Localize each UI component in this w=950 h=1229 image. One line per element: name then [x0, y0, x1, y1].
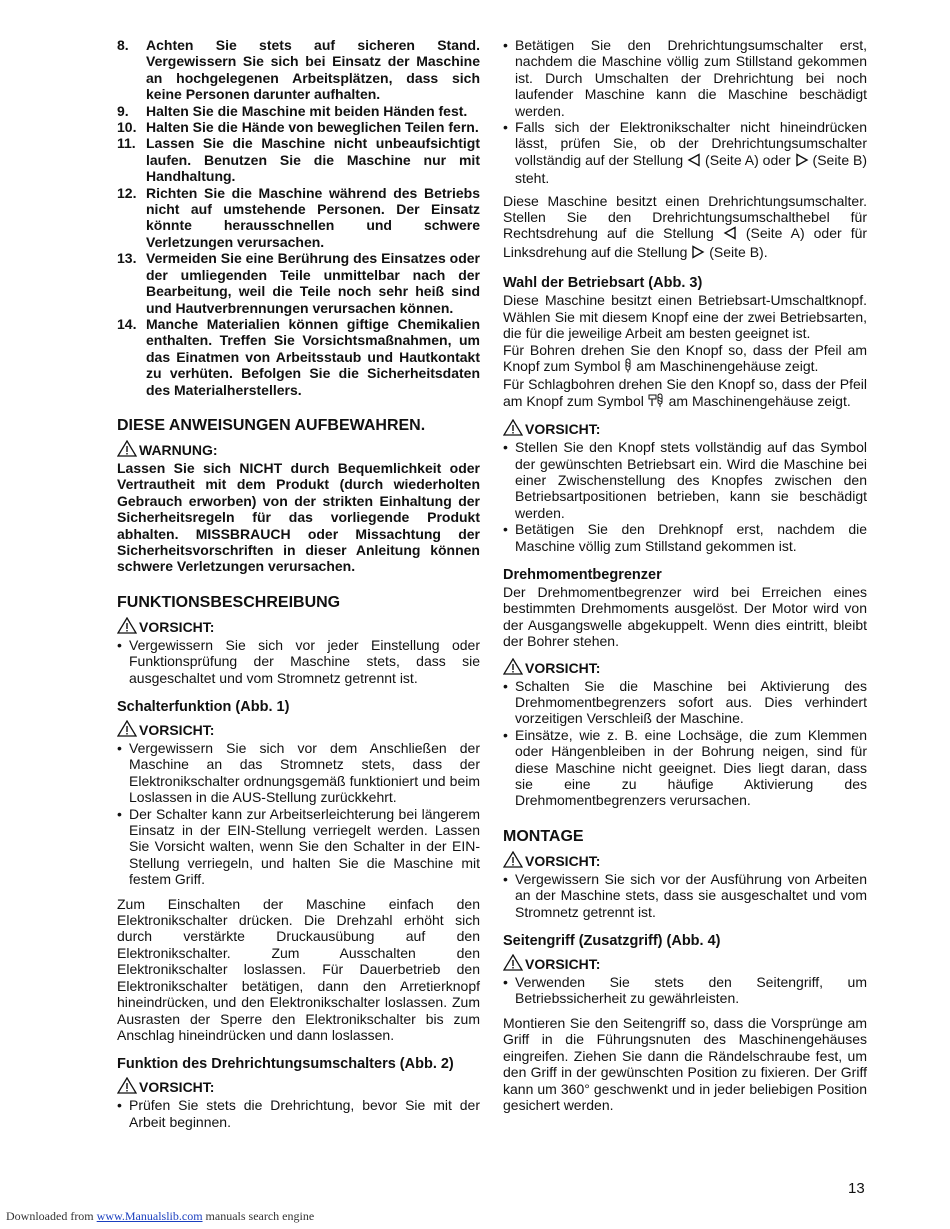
caution-label: VORSICHT: [117, 617, 480, 637]
bullet-icon: • [117, 740, 122, 756]
list-item-text: Der Schalter kann zur Arbeitserleichterung bei längerem Einsatz in der EIN-Stellung verriegelt werden. Lassen Sie Vorsicht walten, wenn Sie den Schalter in der EIN-Stellung verriegeln, und halten Sie die Maschine mit festem Griff. [129, 805, 480, 888]
bullet-icon: • [503, 974, 508, 991]
list-item [503, 521, 867, 554]
list-item [503, 727, 867, 809]
grip-bullets [503, 974, 867, 1007]
torque-bullets [503, 678, 867, 809]
list-item [503, 871, 867, 920]
warning-triangle-icon [503, 954, 525, 974]
bullet-icon: • [117, 636, 122, 653]
list-item: • Falls sich der Elektronikschalter nicht hineindrücken lässt, prüfen Sie, ob der Drehrichtungsumschalter vollständig auf der Stellung (Seite A) oder (Seite B) steht. [503, 119, 868, 187]
hammer-drill-symbol-icon [648, 393, 665, 411]
item-text: Halten Sie die Maschine mit beiden Händen fest. [146, 102, 468, 119]
item-text: Vermeiden Sie eine Berührung des Einsatzes oder der umliegenden Teile unmittelbar nach der Bearbeitung, weil die Teile noch sehr heiß sind und Hautverbrennungen verursachen können. [146, 250, 480, 316]
function-bullets [117, 637, 480, 686]
grip-paragraph: Montieren Sie den Seitengriff so, dass die Vorsprünge am Griff in die Führungsnuten des Maschinengehäuses eingreifen. Ziehen Sie dann die Rändelschraube fest, um den Griff in der gewünschten Position zu fixieren. Der Griff kann um 360° geschwenkt und in jeder beliebigen Position gesichert werden. [503, 1014, 867, 1113]
numbered-item [117, 103, 480, 119]
warning-triangle-icon [503, 419, 525, 439]
numbered-item [117, 119, 480, 135]
list-item [503, 974, 867, 1007]
item-text: Lassen Sie die Maschine nicht unbeaufsichtigt laufen. Benutzen Sie die Maschine nur mit Handhaltung. [146, 135, 480, 185]
list-item-text: Vergewissern Sie sich vor dem Anschließen der Maschine an das Stromnetz stets, dass der Elektronikschalter ordnungsgemäß funktioniert und beim Loslassen in die AUS-Stellung zurückkehrt. [129, 740, 480, 806]
right-column [503, 37, 867, 1113]
reverse-heading: Funktion des Drehrichtungsumschalters (Abb. 2) [117, 1056, 454, 1073]
list-item [117, 637, 480, 686]
bullet-icon: • [503, 870, 508, 887]
mode-bullets [503, 439, 867, 554]
warning-triangle-icon [117, 1077, 139, 1097]
item-number: 9. [117, 102, 129, 119]
arrow-left-icon [687, 153, 701, 170]
download-footer: Downloaded from www.Manualslib.com manuals search engine [6, 1209, 315, 1223]
list-item [117, 806, 480, 888]
grip-heading: Seitengriff (Zusatzgriff) (Abb. 4) [503, 933, 721, 950]
item-number: 13. [117, 250, 137, 267]
item-number: 12. [117, 184, 137, 201]
item-number: 10. [117, 119, 137, 136]
reverse-bullets [117, 1097, 480, 1130]
manualslib-link[interactable]: www.Manualslib.com [96, 1209, 203, 1223]
item-text: Richten Sie die Maschine während des Betriebs nicht auf umstehende Personen. Der Einsatz könnte herausschnellen und schwere Verletzungen verursachen. [146, 184, 480, 250]
item-text: Achten Sie stets auf sicheren Stand. Vergewissern Sie sich bei Einsatz der Maschine an hochgelegenen Arbeitsplätzen, dass sich keine Personen darunter aufhalten. [146, 37, 480, 103]
list-item [117, 740, 480, 806]
bullet-icon: • [503, 677, 508, 694]
warning-label: WARNUNG: [117, 440, 480, 460]
switch-bullets [117, 740, 480, 888]
caution-label: VORSICHT: [117, 720, 480, 740]
switch-heading: Schalterfunktion (Abb. 1) [117, 699, 290, 715]
montage-bullets [503, 871, 867, 920]
warning-triangle-icon [117, 720, 139, 740]
warning-text: Lassen Sie sich NICHT durch Bequemlichkeit oder Vertrautheit mit dem Produkt (durch wiederholten Gebrauch erworben) von der strikten Einhaltung der Sicherheitsregeln für das vorliegende Produkt abhalten. MISSBRAUCH oder Missachtung der Sicherheitsvorschriften in dieser Anleitung können schwere Verletzungen verursachen. [117, 459, 480, 575]
arrow-right-icon [795, 153, 809, 170]
bullet-icon: • [503, 439, 508, 456]
torque-heading: Drehmomentbegrenzer [503, 566, 662, 583]
list-item-text: Vergewissern Sie sich vor jeder Einstellung oder Funktionsprüfung der Maschine stets, dass sie ausgeschaltet und vom Stromnetz getrennt ist. [129, 636, 480, 686]
mode-paragraph-1: Diese Maschine besitzt einen Betriebsart-Umschaltknopf. Wählen Sie mit diesem Knopf eine der zwei Betriebsarten, die für die jeweilige Arbeit am besten geeignet ist. [503, 292, 867, 342]
mode-paragraph-2: Für Bohren drehen Sie den Knopf so, dass der Pfeil am Knopf zum Symbol am Maschinengehäuse zeigt. [503, 342, 867, 377]
numbered-item [117, 316, 480, 398]
item-text: Manche Materialien können giftige Chemikalien enthalten. Treffen Sie Vorsichtsmaßnahmen, um das Einatmen von Arbeitsstaub und Hautkontakt zu verhüten. Befolgen Sie die Sicherheitsdaten des Materialherstellers. [146, 315, 480, 398]
list-item-text: Stellen Sie den Knopf stets vollständig auf das Symbol der gewünschten Betriebsart ein. Wird die Maschine bei einer Zwischenstellung des Knopfes zwischen den Betriebsartpositionen betrieben, kann sie beschädigt werden. [515, 439, 867, 521]
warning-triangle-icon [503, 851, 525, 871]
safety-list [117, 37, 480, 398]
reverse-paragraph: Diese Maschine besitzt einen Drehrichtungsumschalter. Stellen Sie den Drehrichtungsumschalthebel für Rechtsdrehung auf die Stellung (Seite A) oder für Linksdrehung auf die Stellung (Seite B). [503, 193, 867, 263]
mode-heading: Wahl der Betriebsart (Abb. 3) [503, 275, 703, 292]
numbered-item [117, 37, 480, 103]
arrow-right-icon [691, 245, 705, 262]
bullet-icon: • [117, 1097, 122, 1114]
save-instructions-heading: DIESE ANWEISUNGEN AUFBEWAHREN. [117, 416, 426, 434]
function-heading: FUNKTIONSBESCHREIBUNG [117, 593, 341, 611]
numbered-item [117, 135, 480, 184]
caution-label: VORSICHT: [503, 851, 867, 871]
list-item-text: Verwenden Sie stets den Seitengriff, um Betriebssicherheit zu gewährleisten. [515, 974, 867, 1007]
list-item-text: Prüfen Sie stets die Drehrichtung, bevor Sie mit der Arbeit beginnen. [129, 1097, 480, 1130]
caution-label: VORSICHT: [503, 954, 867, 974]
warning-triangle-icon [117, 440, 139, 460]
switch-paragraph: Zum Einschalten der Maschine einfach den Elektronikschalter drücken. Die Drehzahl erhöht sich durch verstärkte Druckausübung auf den Elektronikschalter. Zum Ausschalten den Elektronikschalter loslassen. Für Dauerbetrieb den Elektronikschalter betätigen, dann den Arretierknopf hineindrücken, und den Elektronikschalter loslassen. Zum Ausrasten der Sperre den Elektronikschalter bis zum Anschlag hineindrücken und dann loslassen. [117, 895, 480, 1043]
item-text: Halten Sie die Hände von beweglichen Teilen fern. [146, 119, 479, 136]
list-item: • Betätigen Sie den Drehrichtungsumschalter erst, nachdem die Maschine völlig zum Stillstand gekommen ist. Durch Umschalten der Drehrichtung bei noch laufender Maschine kann die Maschine beschädigt werden. [503, 37, 867, 119]
arrow-left-icon [723, 226, 737, 243]
bullet-icon: • [117, 805, 122, 822]
montage-heading: MONTAGE [503, 827, 584, 845]
torque-paragraph: Der Drehmomentbegrenzer wird bei Erreichen eines bestimmten Drehmoments ausgelöst. Der Motor wird von der Ausgangswelle abgekuppelt. Wenn dies eintritt, bleibt der Bohrer stehen. [503, 583, 867, 650]
bullet-icon: • [503, 521, 508, 538]
caution-label: VORSICHT: [503, 658, 867, 678]
item-number: 11. [117, 135, 136, 152]
drill-symbol-icon [624, 358, 632, 376]
page-number: 13 [848, 1180, 865, 1197]
item-number: 8. [117, 37, 129, 53]
list-item [117, 1097, 480, 1130]
list-item-text: Schalten Sie die Maschine bei Aktivierung des Drehmomentbegrenzers sofort aus. Dies verhindert vorzeitigen Verschleiß der Maschine. [515, 677, 867, 727]
numbered-item [117, 250, 480, 316]
numbered-item [117, 185, 480, 251]
list-item [503, 439, 867, 521]
warning-triangle-icon [117, 617, 139, 637]
bullet-icon: • [503, 726, 508, 743]
item-number: 14. [117, 315, 137, 332]
warning-triangle-icon [503, 658, 525, 678]
left-column [117, 37, 480, 1130]
mode-paragraph-3: Für Schlagbohren drehen Sie den Knopf so, dass der Pfeil am Knopf zum Symbol am Maschinengehäuse zeigt. [503, 376, 867, 411]
list-item-text: Betätigen Sie den Drehknopf erst, nachdem die Maschine völlig zum Stillstand gekommen ist. [515, 521, 867, 554]
list-item-text: Vergewissern Sie sich vor der Ausführung von Arbeiten an der Maschine stets, dass sie ausgeschaltet und vom Stromnetz getrennt ist. [515, 870, 867, 920]
list-item [503, 678, 867, 727]
list-item-text: Einsätze, wie z. B. eine Lochsäge, die zum Klemmen oder Hängenbleiben in der Bohrung neigen, sind für diese Maschine nicht geeignet. Dies liegt daran, dass sie eine zu häufige Aktivierung des Drehmomentbegrenzers verursachen. [515, 726, 867, 809]
caution-label: VORSICHT: [117, 1077, 480, 1097]
caution-label: VORSICHT: [503, 419, 867, 439]
